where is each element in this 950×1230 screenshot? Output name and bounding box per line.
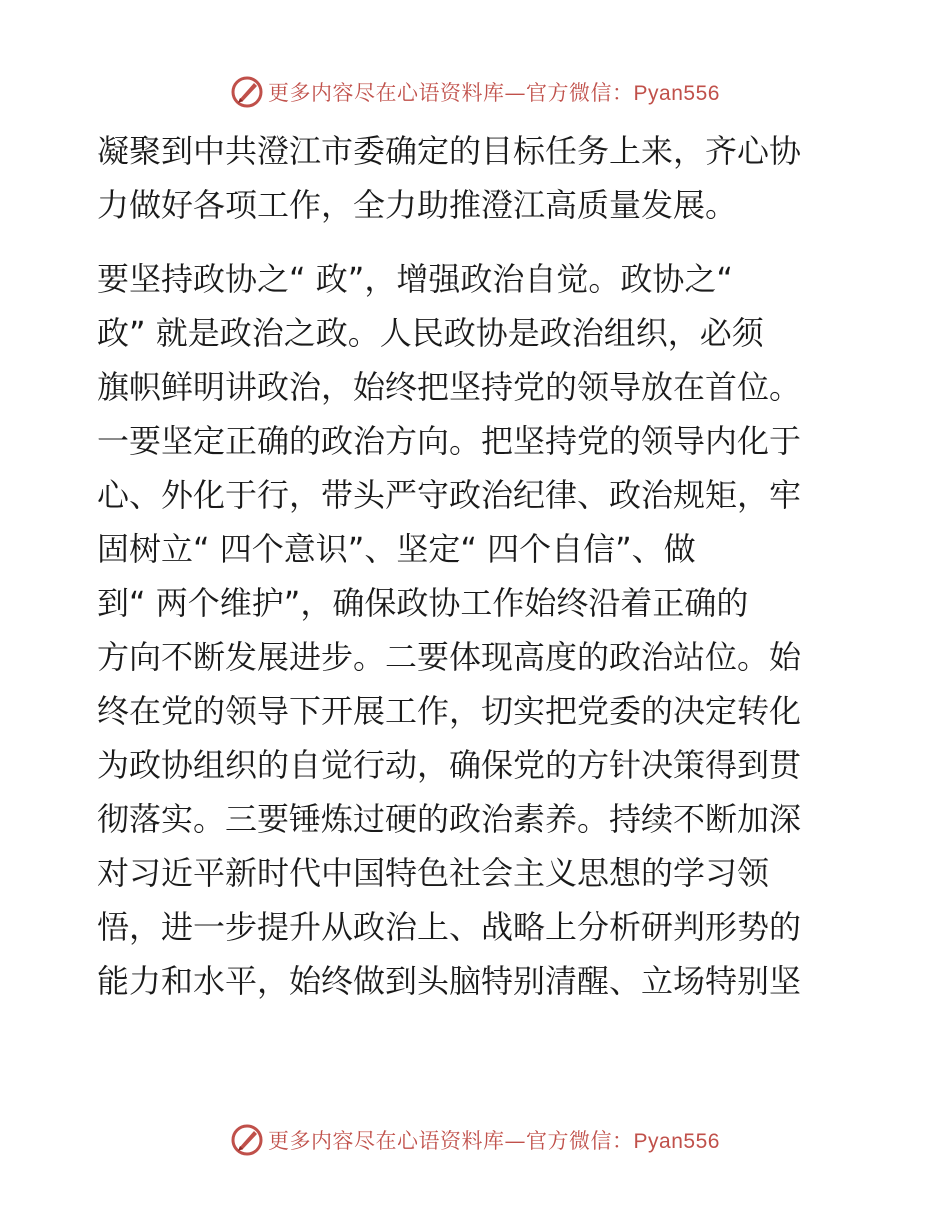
text-line: 一要坚定正确的政治方向。把坚持党的领导内化于 — [97, 422, 802, 460]
quill-logo-icon — [230, 75, 264, 109]
document-body — [97, 124, 857, 1008]
paragraph-gap — [97, 232, 857, 252]
text-line: 彻落实。三要锤炼过硬的政治素养。持续不断加深 — [97, 800, 802, 838]
header-label: 更多内容尽在心语资料库—官方微信： — [268, 81, 634, 105]
text-line: 旗帜鲜明讲政治，始终把坚持党的领导放在首位。 — [97, 368, 802, 406]
footer-handle: Pyan556 — [633, 1130, 720, 1153]
text-line: 心、外化于行，带头严守政治纪律、政治规矩，牢 — [97, 476, 802, 514]
text-line: 悟，进一步提升从政治上、战略上分析研判形势的 — [97, 908, 802, 946]
footer-label: 更多内容尽在心语资料库—官方微信： — [268, 1129, 634, 1153]
text-line: 凝聚到中共澄江市委确定的目标任务上来，齐心协 — [97, 132, 802, 170]
text-line: 政” 就是政治之政。人民政协是政治组织，必须 — [97, 314, 764, 352]
text-line: 要坚持政协之“ 政”，增强政治自觉。政协之“ — [97, 260, 733, 298]
text-line: 对习近平新时代中国特色社会主义思想的学习领 — [97, 854, 770, 892]
text-line: 到“ 两个维护”，确保政协工作始终沿着正确的 — [97, 584, 749, 622]
text-line: 方向不断发展进步。二要体现高度的政治站位。始 — [97, 638, 802, 676]
paragraph — [97, 252, 857, 1008]
header-text — [268, 77, 720, 107]
text-line: 终在党的领导下开展工作，切实把党委的决定转化 — [97, 692, 802, 730]
quill-logo-icon — [230, 1123, 264, 1157]
page-footer-banner — [0, 1120, 950, 1160]
text-line: 为政协组织的自觉行动，确保党的方针决策得到贯 — [97, 746, 802, 784]
header-handle: Pyan556 — [633, 82, 720, 105]
page-header-banner — [0, 72, 950, 112]
footer-text — [268, 1125, 720, 1155]
text-line: 能力和水平，始终做到头脑特别清醒、立场特别坚 — [97, 962, 802, 1000]
paragraph — [97, 124, 857, 232]
text-line: 固树立“ 四个意识”、坚定“ 四个自信”、做 — [97, 530, 696, 568]
text-line: 力做好各项工作，全力助推澄江高质量发展。 — [97, 186, 738, 224]
